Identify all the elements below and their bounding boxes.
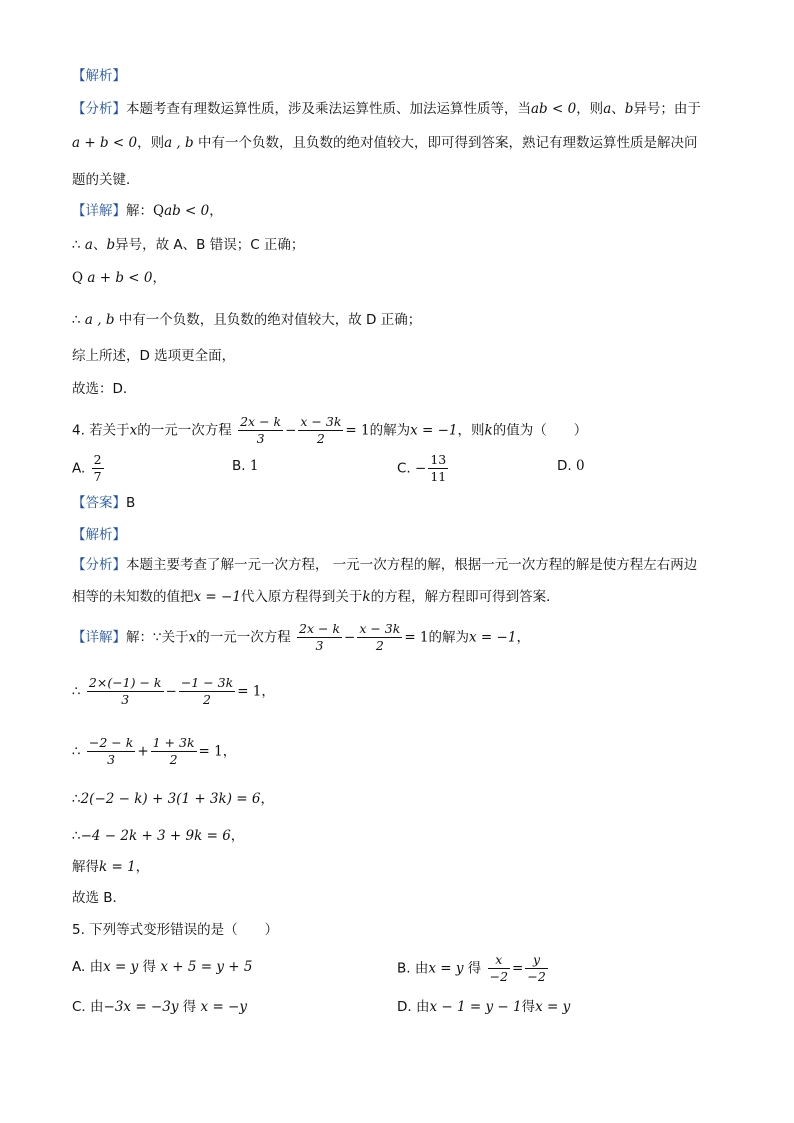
denominator: 11	[430, 469, 447, 484]
math: a	[84, 237, 93, 253]
numerator: 2x − k	[299, 621, 341, 636]
math: x	[129, 422, 138, 439]
fraction	[488, 952, 510, 985]
q4-step5	[72, 857, 149, 877]
math: x = −1	[193, 589, 241, 605]
text: 的解为	[369, 422, 411, 439]
minus-sign: −	[165, 683, 177, 700]
answer-value: B	[126, 495, 136, 511]
xiangjie-tag: 【详解】	[72, 629, 126, 646]
denominator: 2	[203, 692, 211, 707]
text: ，则	[457, 422, 485, 439]
numerator: −1 − 3k	[180, 675, 234, 690]
math: x = −1	[469, 629, 517, 646]
text: 的方程，解方程即可得到答案．	[370, 589, 560, 605]
option-label: A. 由	[72, 959, 104, 975]
math: x	[188, 629, 197, 646]
denominator: 2	[316, 431, 325, 446]
q3-detail-line5: 综上所述，D 选项更全面，	[72, 348, 236, 364]
q4-fenxi-line2	[72, 587, 560, 607]
math: −3x = −3y	[103, 999, 179, 1015]
math: a + b < 0	[72, 135, 138, 151]
option-label: C.	[397, 460, 411, 477]
text: 本题主要考查了解一元一次方程， 一元一次方程的解，根据一元一次方程的解是使方程左右两边	[126, 557, 698, 573]
numerator: 1 + 3k	[152, 735, 195, 750]
text: 的值为（ ）	[492, 422, 588, 439]
math: 2(−2 − k) + 3(1 + 3k) = 6	[80, 791, 261, 807]
math: k	[362, 589, 371, 605]
equals-one: = 1	[345, 422, 370, 439]
option-label: D. 由	[397, 999, 430, 1015]
numerator: −2 − k	[88, 735, 134, 750]
q3-detail-line2	[72, 235, 304, 255]
q3-fenxi-line3: 题的关键．	[72, 172, 140, 188]
text: 的一元一次方程	[137, 422, 232, 439]
text: 代入原方程得到关于	[240, 589, 363, 605]
therefore-symbol: ∴	[72, 237, 85, 253]
q4-detail-line1	[72, 621, 530, 654]
q4-step4	[72, 826, 244, 846]
text: 解：	[126, 203, 153, 219]
q4-jiexi-heading: 【解析】	[72, 527, 126, 543]
text: 得	[178, 999, 201, 1015]
q4-option-a	[72, 452, 106, 485]
text: ，	[261, 683, 275, 700]
option-label: A.	[72, 460, 86, 477]
fraction	[428, 452, 448, 485]
text: 本题考查有理数运算性质，涉及乘法运算性质、加法运算性质等，当	[126, 101, 531, 117]
fraction	[179, 675, 235, 708]
answer-tag: 【答案】	[72, 495, 126, 511]
q5-stem: 5. 下列等式变形错误的是（ ）	[72, 922, 279, 938]
q5-option-d	[397, 997, 570, 1017]
math: ab < 0	[531, 101, 577, 117]
therefore-symbol: ∴	[72, 683, 81, 700]
text: 得	[463, 960, 486, 977]
math: x = −y	[200, 999, 247, 1015]
q4-option-d	[557, 456, 585, 476]
text: ，	[516, 629, 530, 646]
numerator: 2×(−1) − k	[88, 675, 162, 690]
fraction	[525, 952, 547, 985]
q4-option-c	[397, 452, 450, 485]
text: 4. 若关于	[72, 422, 130, 439]
minus-sign: −	[415, 460, 427, 477]
q3-detail-line1	[72, 201, 223, 221]
equals-sign: =	[512, 960, 524, 977]
minus-sign: −	[344, 629, 356, 646]
text: ，	[135, 859, 150, 875]
denominator: 2	[375, 638, 384, 653]
q4-stem	[72, 414, 587, 447]
fraction	[87, 735, 135, 768]
text: 得	[521, 999, 536, 1015]
q5-option-c	[72, 997, 247, 1017]
equals-one: = 1	[404, 629, 429, 646]
text: 异号；由于	[633, 101, 701, 117]
numerator: x − 3k	[359, 621, 401, 636]
q4-step2	[72, 735, 236, 768]
math: x − 1 = y − 1	[429, 999, 522, 1015]
fraction	[151, 735, 197, 768]
q3-fenxi-line2	[72, 133, 697, 153]
q4-option-b	[232, 456, 258, 476]
denominator: −2	[489, 969, 509, 984]
therefore-symbol: ∴	[72, 743, 81, 760]
math: x = y	[103, 959, 139, 975]
numerator: 2x − k	[240, 414, 282, 429]
denominator: −2	[527, 969, 546, 984]
text: ，	[209, 203, 223, 219]
math: k	[484, 422, 493, 439]
math: a , b	[84, 312, 115, 328]
because-symbol: Q	[72, 270, 84, 286]
text: 、	[92, 237, 107, 253]
text: ，	[230, 828, 245, 844]
fenxi-tag: 【分析】	[72, 101, 126, 117]
math: a , b	[164, 135, 194, 151]
text: ，则	[137, 135, 165, 151]
therefore-symbol: ∴	[72, 791, 81, 807]
text: 得	[138, 959, 161, 975]
plus-sign: +	[137, 743, 149, 760]
math: x = y	[428, 960, 464, 977]
denominator: 3	[121, 692, 130, 707]
option-value: 0	[575, 458, 585, 474]
text: 的解为	[428, 629, 470, 646]
text: ，	[222, 743, 237, 760]
fraction	[297, 621, 342, 654]
fraction	[92, 452, 104, 485]
text: 、	[611, 101, 625, 117]
option-value: 1	[249, 458, 259, 474]
numerator: 13	[430, 452, 447, 467]
text: ，则	[576, 101, 604, 117]
fraction	[298, 414, 343, 447]
denominator: 7	[93, 469, 102, 484]
q3-detail-line3	[72, 268, 166, 288]
text: 解：∵关于	[126, 629, 189, 646]
option-label: B.	[232, 458, 246, 474]
equals-one: = 1	[237, 683, 262, 700]
equals-one: = 1	[198, 743, 223, 760]
q5-option-a	[72, 957, 252, 977]
option-label: D.	[557, 458, 572, 474]
q4-step1	[72, 675, 275, 708]
q4-answer	[72, 493, 135, 513]
numerator: x	[488, 952, 510, 969]
text: ，	[152, 270, 166, 286]
minus-sign: −	[285, 422, 297, 439]
text: 中有一个负数，且负数的绝对值较大，故 D 正确；	[114, 312, 422, 328]
numerator: y	[525, 952, 547, 969]
option-label: C. 由	[72, 999, 104, 1015]
text: ，	[260, 791, 274, 807]
math: x + 5 = y + 5	[160, 959, 253, 975]
q4-step6: 故选 B．	[72, 890, 127, 906]
option-label: B. 由	[397, 960, 429, 977]
q4-step3	[72, 789, 274, 809]
fenxi-tag: 【分析】	[72, 557, 126, 573]
numerator: x − 3k	[300, 414, 342, 429]
text: 相等的未知数的值把	[72, 589, 194, 605]
q5-option-b	[397, 952, 550, 985]
therefore-symbol: ∴	[72, 828, 81, 844]
fraction	[357, 621, 402, 654]
text: 异号，故 A、B 错误；C 正确；	[115, 237, 305, 253]
numerator: 2	[93, 452, 102, 467]
denominator: 2	[169, 752, 178, 767]
math: k = 1	[99, 859, 136, 875]
denominator: 3	[315, 638, 324, 653]
because-symbol: Q	[153, 203, 165, 219]
q4-fenxi-line1	[72, 555, 697, 575]
math: b	[106, 237, 116, 253]
therefore-symbol: ∴	[72, 312, 85, 328]
q3-fenxi-line1	[72, 99, 701, 119]
denominator: 3	[256, 431, 265, 446]
math: a	[603, 101, 612, 117]
fraction	[87, 675, 164, 708]
math: x = −1	[410, 422, 458, 439]
fraction	[238, 414, 283, 447]
math: −4 − 2k + 3 + 9k = 6	[80, 828, 231, 844]
math: a + b < 0	[87, 270, 153, 286]
analysis-heading: 【解析】	[72, 68, 126, 84]
xiangjie-tag: 【详解】	[72, 203, 126, 219]
text: 解得	[72, 859, 99, 875]
q3-detail-line4	[72, 310, 421, 330]
math: b	[624, 101, 634, 117]
math: ab < 0	[164, 203, 210, 219]
denominator: 3	[107, 752, 116, 767]
math: x = y	[535, 999, 571, 1015]
q3-detail-line6: 故选：D．	[72, 381, 137, 397]
text: 的一元一次方程	[196, 629, 291, 646]
text: 中有一个负数，且负数的绝对值较大，即可得到答案，熟记有理数运算性质是解决问	[193, 135, 698, 151]
